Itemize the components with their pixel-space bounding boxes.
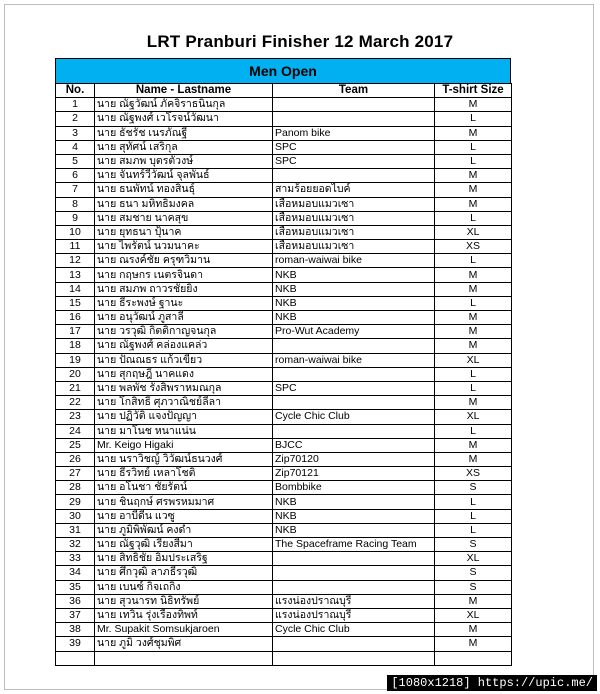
cell-size: XL bbox=[435, 552, 512, 566]
cell-size: XL bbox=[435, 225, 512, 239]
cell-team: roman-waiwai bike bbox=[273, 353, 435, 367]
cell-no: 27 bbox=[56, 467, 95, 481]
table-row bbox=[56, 481, 512, 495]
cell-team: NKB bbox=[273, 268, 435, 282]
cell-name: นาย สุกฤษฎิ์ นาคแดง bbox=[95, 367, 273, 381]
cell-no: 32 bbox=[56, 538, 95, 552]
cell-no: 23 bbox=[56, 410, 95, 424]
cell-no: 15 bbox=[56, 296, 95, 310]
cell-name: นาย จันทร์วีวัฒน์ จุลพันธ์ bbox=[95, 169, 273, 183]
cell-size: L bbox=[435, 296, 512, 310]
cell-name: นาย ศึกวุฒิ ลาภธีรวุฒิ bbox=[95, 566, 273, 580]
table-row bbox=[56, 523, 512, 537]
cell-size: M bbox=[435, 438, 512, 452]
cell-team: Panom bike bbox=[273, 126, 435, 140]
cell-name: นาย ยุทธนา ปุ้นาค bbox=[95, 225, 273, 239]
cell-team: NKB bbox=[273, 509, 435, 523]
cell-size: M bbox=[435, 126, 512, 140]
cell-team bbox=[273, 566, 435, 580]
table-row bbox=[56, 112, 512, 126]
table-row bbox=[56, 381, 512, 395]
cell-size: L bbox=[435, 495, 512, 509]
cell-size: M bbox=[435, 169, 512, 183]
table-row bbox=[56, 197, 512, 211]
cell-team bbox=[273, 651, 435, 665]
cell-team: SPC bbox=[273, 154, 435, 168]
finisher-table bbox=[55, 83, 512, 666]
document-title: LRT Pranburi Finisher 12 March 2017 bbox=[146, 32, 454, 51]
table-row bbox=[56, 169, 512, 183]
table-row bbox=[56, 467, 512, 481]
cell-team bbox=[273, 112, 435, 126]
cell-name: Mr. Supakit Somsukjaroen bbox=[95, 623, 273, 637]
cell-size: M bbox=[435, 623, 512, 637]
table-body bbox=[56, 98, 512, 666]
cell-size: XL bbox=[435, 353, 512, 367]
cell-team: แรงน่องปราณบุรี bbox=[273, 608, 435, 622]
header-size: T-shirt Size bbox=[435, 84, 512, 98]
cell-no: 20 bbox=[56, 367, 95, 381]
cell-no: 26 bbox=[56, 452, 95, 466]
cell-team: เสือหมอบแมวเซา bbox=[273, 211, 435, 225]
cell-name: นาย อนุวัฒน์ ภูสาลี bbox=[95, 311, 273, 325]
cell-name: นาย ณัฐพงศ์ เวโรจน์วัฒนา bbox=[95, 112, 273, 126]
cell-name: นาย ณัฐพงศ์ คล่องแคล่ว bbox=[95, 339, 273, 353]
cell-size: M bbox=[435, 268, 512, 282]
table-row bbox=[56, 410, 512, 424]
table-row bbox=[56, 538, 512, 552]
cell-no: 29 bbox=[56, 495, 95, 509]
cell-team bbox=[273, 339, 435, 353]
cell-size: M bbox=[435, 98, 512, 112]
cell-team bbox=[273, 580, 435, 594]
table-row bbox=[56, 396, 512, 410]
cell-team: NKB bbox=[273, 523, 435, 537]
cell-team: เสือหมอบแมวเซา bbox=[273, 240, 435, 254]
cell-size: M bbox=[435, 183, 512, 197]
cell-no: 11 bbox=[56, 240, 95, 254]
cell-size: L bbox=[435, 509, 512, 523]
cell-size: S bbox=[435, 580, 512, 594]
cell-size bbox=[435, 651, 512, 665]
cell-team: Zip70121 bbox=[273, 467, 435, 481]
table-row bbox=[56, 637, 512, 651]
cell-team: Pro-Wut Academy bbox=[273, 325, 435, 339]
table-row bbox=[56, 225, 512, 239]
cell-size: XL bbox=[435, 410, 512, 424]
cell-no: 16 bbox=[56, 311, 95, 325]
cell-size: M bbox=[435, 339, 512, 353]
cell-no: 36 bbox=[56, 594, 95, 608]
cell-name: นาย ธีระพงษ์ ฐานะ bbox=[95, 296, 273, 310]
table-row bbox=[56, 240, 512, 254]
table-row bbox=[56, 311, 512, 325]
table-row bbox=[56, 211, 512, 225]
cell-name: นาย ชินฤกษ์ ศรพรหมมาศ bbox=[95, 495, 273, 509]
table-row bbox=[56, 651, 512, 665]
cell-no: 8 bbox=[56, 197, 95, 211]
cell-team bbox=[273, 169, 435, 183]
cell-name: นาย มาโนช หนาแน่น bbox=[95, 424, 273, 438]
cell-name: นาย สมชาย นาคสุข bbox=[95, 211, 273, 225]
cell-name: นาย ภูมิพิพัฒน์ คงดำ bbox=[95, 523, 273, 537]
table-row bbox=[56, 98, 512, 112]
header-row bbox=[56, 84, 512, 98]
cell-no: 31 bbox=[56, 523, 95, 537]
cell-size: S bbox=[435, 481, 512, 495]
cell-name: นาย ณัฐวัฒน์ ภัคจิราธนินกุล bbox=[95, 98, 273, 112]
header-name: Name - Lastname bbox=[95, 84, 273, 98]
cell-no: 21 bbox=[56, 381, 95, 395]
table-row bbox=[56, 254, 512, 268]
cell-team: BJCC bbox=[273, 438, 435, 452]
cell-size: L bbox=[435, 424, 512, 438]
cell-team bbox=[273, 424, 435, 438]
table-row bbox=[56, 509, 512, 523]
cell-name: นาย ณัฐวุฒิ เรียงสีมา bbox=[95, 538, 273, 552]
cell-team: NKB bbox=[273, 311, 435, 325]
cell-size: L bbox=[435, 381, 512, 395]
cell-team: SPC bbox=[273, 381, 435, 395]
cell-no: 24 bbox=[56, 424, 95, 438]
cell-size: M bbox=[435, 311, 512, 325]
cell-no: 39 bbox=[56, 637, 95, 651]
cell-name: นาย เทวิน รุ่งเรืองทิพท์ bbox=[95, 608, 273, 622]
cell-team bbox=[273, 98, 435, 112]
table-row bbox=[56, 594, 512, 608]
table-row bbox=[56, 339, 512, 353]
table-row bbox=[56, 154, 512, 168]
table-row bbox=[56, 566, 512, 580]
cell-name bbox=[95, 651, 273, 665]
cell-team: Zip70120 bbox=[273, 452, 435, 466]
cell-no: 7 bbox=[56, 183, 95, 197]
cell-size: L bbox=[435, 211, 512, 225]
cell-name: นาย ณรงค์ชัย ครุฑวิมาน bbox=[95, 254, 273, 268]
table-row bbox=[56, 424, 512, 438]
cell-name: นาย ไพรัตน์ นวมนาคะ bbox=[95, 240, 273, 254]
cell-no: 38 bbox=[56, 623, 95, 637]
cell-no: 1 bbox=[56, 98, 95, 112]
cell-size: M bbox=[435, 637, 512, 651]
cell-name: นาย สิทธิชัย อิ่มประเสริฐ bbox=[95, 552, 273, 566]
table-row bbox=[56, 126, 512, 140]
cell-name: นาย ธนพัทน์ ทองสินธุ์ bbox=[95, 183, 273, 197]
cell-no: 5 bbox=[56, 154, 95, 168]
cell-size: L bbox=[435, 140, 512, 154]
cell-name: นาย สุทัศน์ เสริกุล bbox=[95, 140, 273, 154]
cell-team: The Spaceframe Racing Team bbox=[273, 538, 435, 552]
table-row bbox=[56, 183, 512, 197]
section-header: Men Open bbox=[55, 58, 511, 83]
cell-no: 19 bbox=[56, 353, 95, 367]
cell-size: S bbox=[435, 538, 512, 552]
header-no: No. bbox=[56, 84, 95, 98]
table-row bbox=[56, 608, 512, 622]
cell-name: นาย อาบีดีน แวซู bbox=[95, 509, 273, 523]
cell-size: M bbox=[435, 452, 512, 466]
cell-size: M bbox=[435, 197, 512, 211]
table-row bbox=[56, 282, 512, 296]
cell-no: 18 bbox=[56, 339, 95, 353]
table-row bbox=[56, 623, 512, 637]
table-row bbox=[56, 552, 512, 566]
cell-team: Bombbike bbox=[273, 481, 435, 495]
cell-no: 25 bbox=[56, 438, 95, 452]
cell-no: 3 bbox=[56, 126, 95, 140]
cell-team: เสือหมอบแมวเซา bbox=[273, 197, 435, 211]
cell-size: M bbox=[435, 282, 512, 296]
cell-team: Cycle Chic Club bbox=[273, 410, 435, 424]
cell-no: 34 bbox=[56, 566, 95, 580]
cell-size: XS bbox=[435, 240, 512, 254]
cell-no bbox=[56, 651, 95, 665]
cell-team bbox=[273, 637, 435, 651]
table-row bbox=[56, 325, 512, 339]
cell-size: M bbox=[435, 594, 512, 608]
cell-team bbox=[273, 367, 435, 381]
cell-name: นาย วรวุฒิ กิตติกาญจนกุล bbox=[95, 325, 273, 339]
table-row bbox=[56, 296, 512, 310]
cell-no: 35 bbox=[56, 580, 95, 594]
cell-name: นาย ธัชรัช เนรภัณฐี bbox=[95, 126, 273, 140]
cell-no: 30 bbox=[56, 509, 95, 523]
cell-no: 13 bbox=[56, 268, 95, 282]
cell-name: นาย ธนา มหิทธิมงคล bbox=[95, 197, 273, 211]
cell-name: นาย กฤษกร เนตรจินดา bbox=[95, 268, 273, 282]
cell-team bbox=[273, 396, 435, 410]
cell-name: นาย นราวิชญ์ วิวัฒน์ธนวงศ์ bbox=[95, 452, 273, 466]
cell-no: 33 bbox=[56, 552, 95, 566]
cell-name: นาย พลพัช รังสิพราหมณกุล bbox=[95, 381, 273, 395]
watermark: [1080x1218] https://upic.me/ bbox=[387, 675, 597, 691]
cell-name: นาย อโนชา ชัยรัตน์ bbox=[95, 481, 273, 495]
table-row bbox=[56, 353, 512, 367]
table-row bbox=[56, 438, 512, 452]
header-team: Team bbox=[273, 84, 435, 98]
cell-team: NKB bbox=[273, 282, 435, 296]
cell-no: 6 bbox=[56, 169, 95, 183]
table-row bbox=[56, 452, 512, 466]
cell-size: S bbox=[435, 566, 512, 580]
cell-name: นาย ปฏิวัติ แจงปัญญา bbox=[95, 410, 273, 424]
cell-no: 10 bbox=[56, 225, 95, 239]
cell-team: roman-waiwai bike bbox=[273, 254, 435, 268]
cell-name: นาย สมภพ ถาวรชัยยิง bbox=[95, 282, 273, 296]
table-row bbox=[56, 495, 512, 509]
cell-size: M bbox=[435, 396, 512, 410]
cell-size: L bbox=[435, 367, 512, 381]
cell-team: เสือหมอบแมวเซา bbox=[273, 225, 435, 239]
cell-name: นาย เบนซ์ กิจเถกิง bbox=[95, 580, 273, 594]
cell-no: 14 bbox=[56, 282, 95, 296]
cell-team: SPC bbox=[273, 140, 435, 154]
cell-name: นาย สุวนารท นิธิทรัพย์ bbox=[95, 594, 273, 608]
cell-size: XS bbox=[435, 467, 512, 481]
table-row bbox=[56, 367, 512, 381]
cell-name: นาย ภูมิ วงศ์ชุมพิศ bbox=[95, 637, 273, 651]
cell-name: นาย ปัณณธร แก้วเขียว bbox=[95, 353, 273, 367]
cell-team: NKB bbox=[273, 495, 435, 509]
cell-no: 9 bbox=[56, 211, 95, 225]
cell-team bbox=[273, 552, 435, 566]
cell-team: Cycle Chic Club bbox=[273, 623, 435, 637]
cell-size: L bbox=[435, 154, 512, 168]
cell-no: 37 bbox=[56, 608, 95, 622]
table-row bbox=[56, 268, 512, 282]
cell-size: L bbox=[435, 254, 512, 268]
cell-no: 22 bbox=[56, 396, 95, 410]
cell-size: M bbox=[435, 325, 512, 339]
table-row bbox=[56, 580, 512, 594]
cell-name: นาย สมภพ บุตรตัวงษ์ bbox=[95, 154, 273, 168]
cell-size: XL bbox=[435, 608, 512, 622]
table-row bbox=[56, 140, 512, 154]
cell-name: นาย ธีรวิทย์ เหลาโชติ bbox=[95, 467, 273, 481]
cell-no: 2 bbox=[56, 112, 95, 126]
cell-name: นาย โกสิทธิ์ ศุภวาณิชย์ลีลา bbox=[95, 396, 273, 410]
cell-no: 12 bbox=[56, 254, 95, 268]
cell-no: 28 bbox=[56, 481, 95, 495]
cell-team: สามร้อยยอดไบค์ bbox=[273, 183, 435, 197]
cell-name: Mr. Keigo Higaki bbox=[95, 438, 273, 452]
cell-size: L bbox=[435, 523, 512, 537]
cell-no: 17 bbox=[56, 325, 95, 339]
cell-team: NKB bbox=[273, 296, 435, 310]
cell-team: แรงน่องปราณบุรี bbox=[273, 594, 435, 608]
cell-no: 4 bbox=[56, 140, 95, 154]
finisher-sheet bbox=[55, 58, 511, 666]
cell-size: L bbox=[435, 112, 512, 126]
